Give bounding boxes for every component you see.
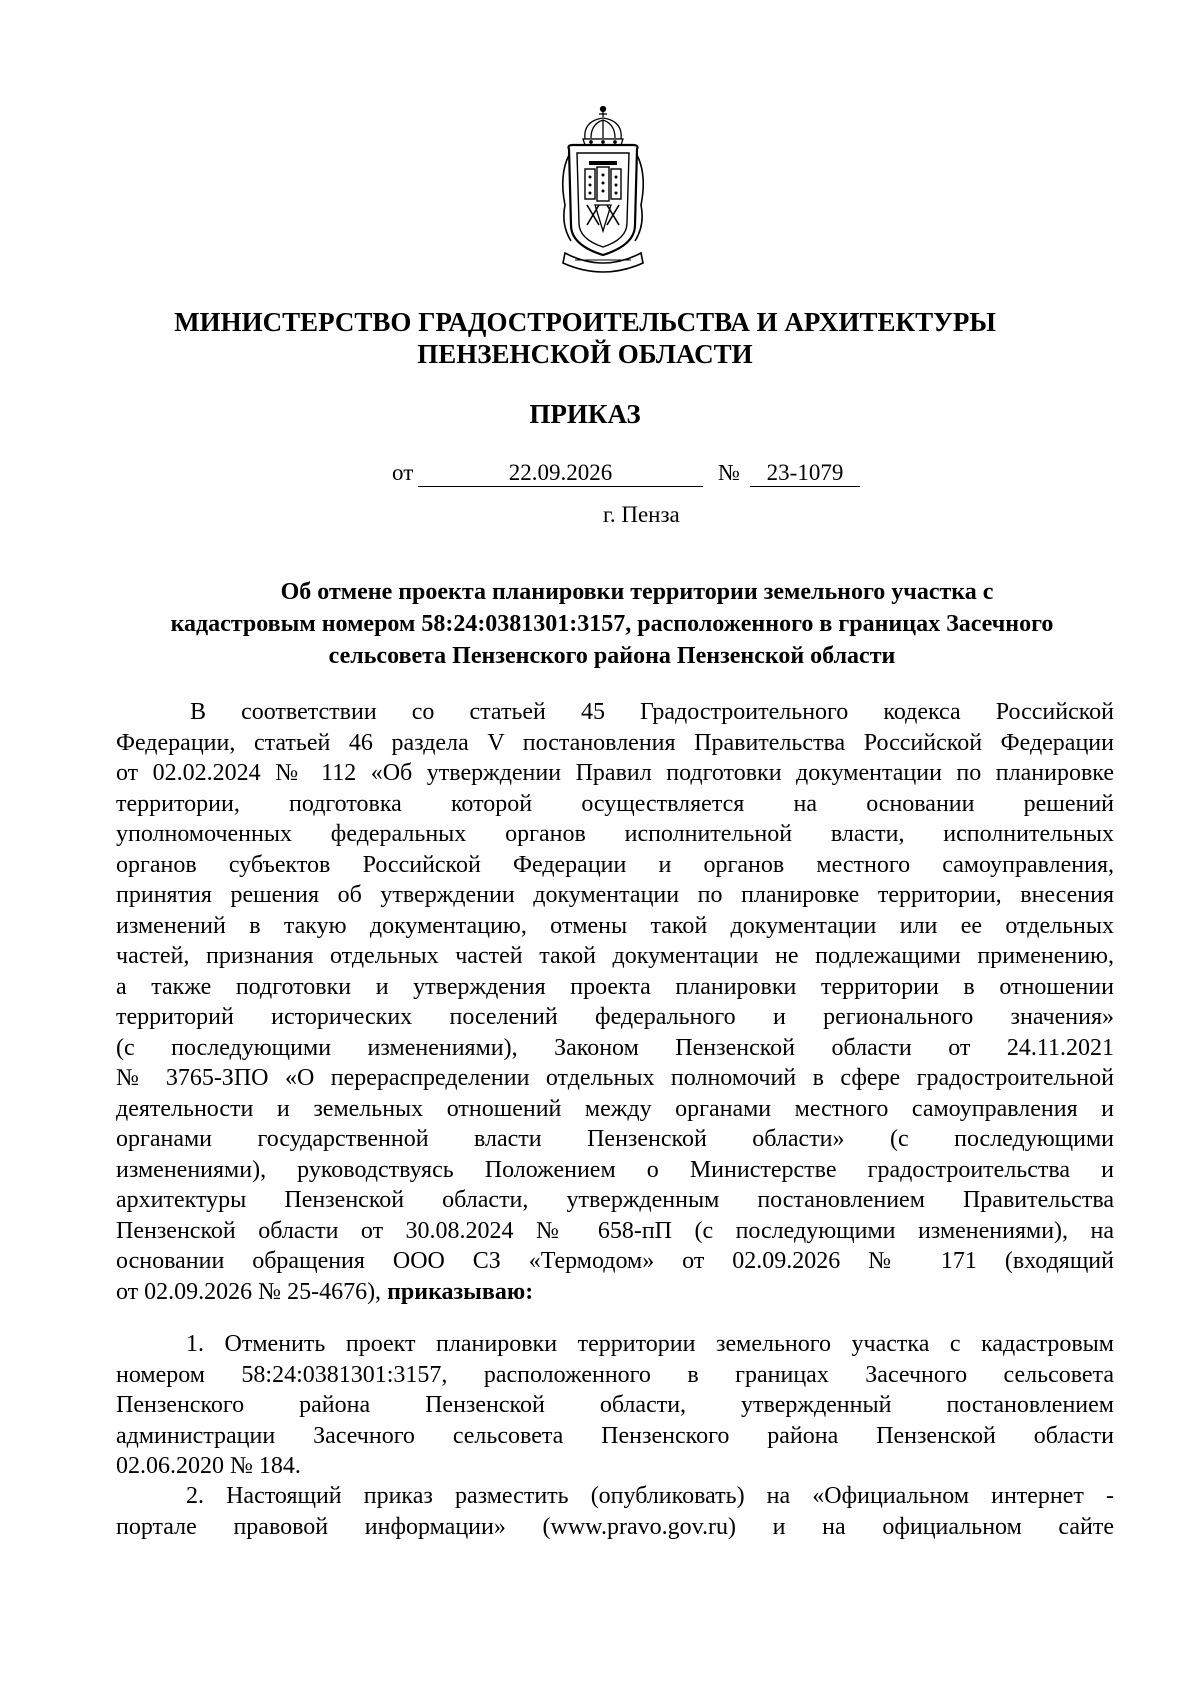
document-number: 23-1079 bbox=[750, 460, 860, 487]
text-line: частей, признания отдельных частей такой документации не подлежащими применению, bbox=[116, 943, 1114, 969]
text-line: портале правовой информации» (www.pravo.gov.ru) и на официальном сайте bbox=[116, 1513, 1114, 1540]
penza-region-coat-of-arms-icon bbox=[555, 105, 651, 275]
text-line: номером 58:24:0381301:3157, расположенного в границах Засечного сельсовета bbox=[116, 1361, 1114, 1388]
text-line: администрации Засечного сельсовета Пензенского района Пензенской области bbox=[116, 1422, 1114, 1449]
ministry-name-line2: ПЕНЗЕНСКОЙ ОБЛАСТИ bbox=[417, 339, 753, 369]
item-2-paragraph bbox=[116, 1481, 1114, 1542]
text-line: принятия решения об утверждении документации по планировке территории, внесения bbox=[116, 882, 1114, 908]
ministry-name-line1: МИНИСТЕРСТВО ГРАДОСТРОИТЕЛЬСТВА И АРХИТЕКТУРЫ bbox=[174, 307, 996, 337]
date-number-line bbox=[0, 456, 1200, 490]
text-line: архитектуры Пензенской области, утвержденным постановлением Правительства bbox=[116, 1187, 1114, 1213]
document-subject bbox=[122, 576, 1102, 672]
text-line: основании обращения ООО СЗ «Термодом» от 02.09.2026 № 171 (входящий bbox=[116, 1248, 1114, 1274]
text-line: уполномоченных федеральных органов исполнительной власти, исполнительных bbox=[116, 821, 1114, 847]
text-line: органами государственной власти Пензенской области» (с последующими bbox=[116, 1126, 1114, 1152]
item-1-paragraph bbox=[116, 1329, 1114, 1482]
number-sign: № bbox=[718, 460, 740, 485]
subject-line: сельсовета Пензенского района Пензенской области bbox=[328, 643, 896, 669]
text-line: от 02.02.2024 № 112 «Об утверждении Правил подготовки документации по планировке bbox=[116, 760, 1114, 786]
text-line: Пензенского района Пензенской области, утвержденный постановлением bbox=[116, 1392, 1114, 1418]
subject-line: кадастровым номером 58:24:0381301:3157, расположенного в границах Засечного bbox=[170, 611, 1054, 637]
subject-line: Об отмене проекта планировки территории земельного участка с bbox=[280, 579, 994, 605]
document-type: ПРИКАЗ bbox=[529, 399, 641, 429]
text-line: 2. Настоящий приказ разместить (опубликовать) на «Официальном интернет - bbox=[186, 1483, 1114, 1509]
text-line: № 3765-ЗПО «О перераспределении отдельных полномочий в сфере градостроительной bbox=[116, 1065, 1114, 1091]
text-line: изменений в такую документацию, отмены такой документации или ее отдельных bbox=[116, 912, 1114, 939]
order-verb: приказываю: bbox=[387, 1278, 534, 1305]
text-line: изменениями), руководствуясь Положением о Министерстве градостроительства и bbox=[116, 1156, 1114, 1183]
text-line: 1. Отменить проект планировки территории земельного участка с кадастровым bbox=[186, 1331, 1114, 1357]
text-line: В соответствии со статьей 45 Градостроительного кодекса Российской bbox=[190, 699, 1114, 725]
text-line: 02.06.2020 № 184. bbox=[116, 1453, 301, 1479]
document-date: 22.09.2026 bbox=[418, 460, 703, 487]
text-line bbox=[116, 1277, 1114, 1308]
text-line: Пензенской области от 30.08.2024 № 658-пП (с последующими изменениями), на bbox=[116, 1217, 1114, 1244]
text-line: территорий исторических поселений федерального и регионального значения» bbox=[116, 1004, 1114, 1030]
text-line-prefix: от 02.09.2026 № 25-4676), bbox=[116, 1278, 388, 1305]
date-prefix: от bbox=[392, 460, 414, 485]
city: г. Пенза bbox=[603, 502, 680, 527]
text-line: Федерации, статьей 46 раздела V постановления Правительства Российской Федерации bbox=[116, 729, 1114, 756]
text-line: территории, подготовка которой осуществляется на основании решений bbox=[116, 790, 1114, 817]
text-line: (с последующими изменениями), Законом Пензенской области от 24.11.2021 bbox=[116, 1034, 1114, 1061]
text-line: деятельности и земельных отношений между органами местного самоуправления и bbox=[116, 1095, 1114, 1122]
ministry-name bbox=[140, 306, 1030, 370]
preamble-paragraph bbox=[116, 697, 1114, 1307]
text-line: а также подготовки и утверждения проекта планировки территории в отношении bbox=[116, 973, 1114, 1000]
text-line: органов субъектов Российской Федерации и органов местного самоуправления, bbox=[116, 851, 1114, 878]
